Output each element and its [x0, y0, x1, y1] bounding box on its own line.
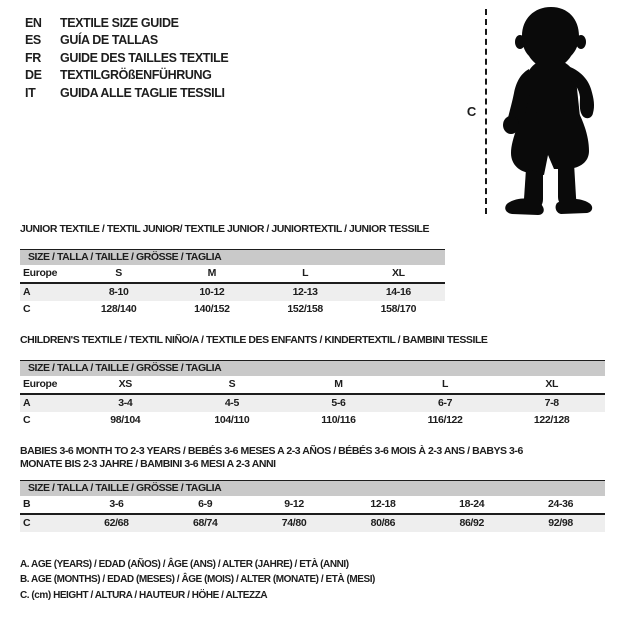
size-value-cell: 5-6 [331, 396, 346, 409]
toddler-silhouette-icon [495, 5, 607, 217]
babies-section-title: BABIES 3-6 MONTH TO 2-3 YEARS / BEBÉS 3-6 MESES A 2-3 AÑOS / BÉBÉS 3-6 MOIS À 2-3 ANS / BABYS 3-6 MONATE BIS 2-3 JAHRE / BAMBINI 3-6 MESI A 2-3 ANNI [20, 444, 523, 470]
table-row [20, 515, 605, 532]
guide-title-es: GUÍA DE TALLAS [60, 33, 158, 48]
size-value-cell: M [334, 377, 343, 390]
table-row [20, 284, 445, 301]
size-value-cell: XL [545, 377, 559, 390]
size-value-cell: 18-24 [459, 497, 485, 510]
row-label: C [23, 302, 31, 315]
table-row [20, 412, 605, 429]
children-section-title: CHILDREN'S TEXTILE / TEXTIL NIÑO/A / TEXTILE DES ENFANTS / KINDERTEXTIL / BAMBINI TESSILE [20, 333, 488, 346]
size-value-cell: 158/170 [380, 302, 417, 315]
size-value-cell: S [228, 377, 236, 390]
size-value-cell: XL [392, 266, 405, 279]
row-label: Europe [23, 266, 58, 279]
size-value-cell: 4-5 [224, 396, 239, 409]
table-row [20, 301, 445, 318]
legend-footnotes [20, 557, 620, 604]
guide-title-fr: GUIDE DES TAILLES TEXTILE [60, 50, 229, 65]
measure-c-label: C [466, 103, 476, 119]
size-value-cell: 122/128 [533, 413, 570, 426]
junior-size-table [20, 249, 445, 318]
size-header-bar: SIZE / TALLA / TAILLE / GRÖSSE / TAGLIA [20, 480, 605, 496]
size-tables [20, 223, 620, 532]
children-textile-section [20, 334, 620, 429]
guide-title-en: TEXTILE SIZE GUIDE [60, 15, 179, 30]
size-value-cell: 14-16 [385, 285, 411, 298]
size-value-cell: 62/68 [104, 516, 129, 529]
junior-section-title: JUNIOR TEXTILE / TEXTIL JUNIOR/ TEXTILE JUNIOR / JUNIORTEXTIL / JUNIOR TESSILE [20, 222, 430, 235]
size-value-cell: 98/104 [110, 413, 141, 426]
size-value-cell: 152/158 [287, 302, 323, 315]
lang-code: EN [25, 15, 42, 30]
size-value-cell: 12-13 [292, 285, 318, 298]
table-row [20, 376, 605, 395]
table-row [20, 395, 605, 412]
size-value-cell: 6-9 [198, 497, 213, 510]
size-value-cell: 110/116 [321, 413, 356, 426]
size-value-cell: 10-12 [199, 285, 225, 298]
row-label: Europe [23, 377, 58, 390]
size-value-cell: 8-10 [108, 285, 129, 298]
size-value-cell: 7-8 [544, 396, 559, 409]
size-value-cell: XS [118, 377, 132, 390]
size-value-cell: 116/122 [427, 413, 463, 426]
table-row [20, 496, 605, 515]
size-value-cell: S [115, 266, 122, 279]
babies-size-table [20, 480, 605, 532]
table-row [20, 265, 445, 284]
footnote-c: C. (cm) HEIGHT / ALTURA / HAUTEUR / HÖHE / ALTEZZA [20, 589, 268, 601]
lang-code: DE [25, 68, 42, 83]
size-value-cell: 3-4 [118, 396, 133, 409]
height-measure-figure [467, 5, 607, 217]
size-value-cell: 104/110 [214, 413, 250, 426]
footnote-b: B. AGE (MONTHS) / EDAD (MESES) / ÂGE (MOIS) / ALTER (MONATE) / ETÀ (MESI) [20, 574, 375, 585]
lang-code: FR [25, 50, 41, 65]
size-value-cell: 24-36 [548, 497, 574, 510]
row-label: C [23, 516, 31, 529]
size-value-cell: L [302, 266, 309, 279]
row-label: A [23, 285, 31, 298]
size-value-cell: 74/80 [281, 516, 307, 529]
height-dashed-line [485, 9, 487, 214]
babies-textile-section [20, 445, 620, 532]
size-value-cell: 3-6 [109, 497, 124, 510]
size-header-bar: SIZE / TALLA / TAILLE / GRÖSSE / TAGLIA [20, 360, 605, 376]
size-value-cell: 86/92 [459, 516, 484, 529]
size-value-cell: 9-12 [284, 497, 304, 510]
guide-title-it: GUIDA ALLE TAGLIE TESSILI [60, 85, 225, 100]
size-value-cell: 128/140 [100, 302, 137, 315]
size-value-cell: 92/98 [548, 516, 573, 529]
row-label: B [23, 497, 31, 510]
row-label: C [23, 413, 31, 426]
size-value-cell: M [207, 266, 217, 279]
size-header-bar: SIZE / TALLA / TAILLE / GRÖSSE / TAGLIA [20, 249, 445, 265]
size-value-cell: 6-7 [438, 396, 453, 409]
junior-table-body [20, 265, 445, 318]
babies-table-body [20, 496, 605, 532]
junior-textile-section [20, 223, 620, 318]
size-value-cell: 80/86 [370, 516, 396, 529]
size-value-cell: 140/152 [194, 302, 230, 315]
guide-title-de: TEXTILGRÖßENFÜHRUNG [60, 68, 212, 83]
lang-code: ES [25, 33, 41, 48]
row-label: A [23, 396, 31, 409]
size-value-cell: L [442, 377, 449, 390]
lang-code: IT [25, 85, 36, 100]
children-table-body [20, 376, 605, 429]
size-value-cell: 12-18 [370, 497, 396, 510]
size-value-cell: 68/74 [192, 516, 218, 529]
children-size-table [20, 360, 605, 429]
footnote-a: A. AGE (YEARS) / EDAD (AÑOS) / ÂGE (ANS) / ALTER (JAHRE) / ETÀ (ANNI) [20, 558, 349, 570]
